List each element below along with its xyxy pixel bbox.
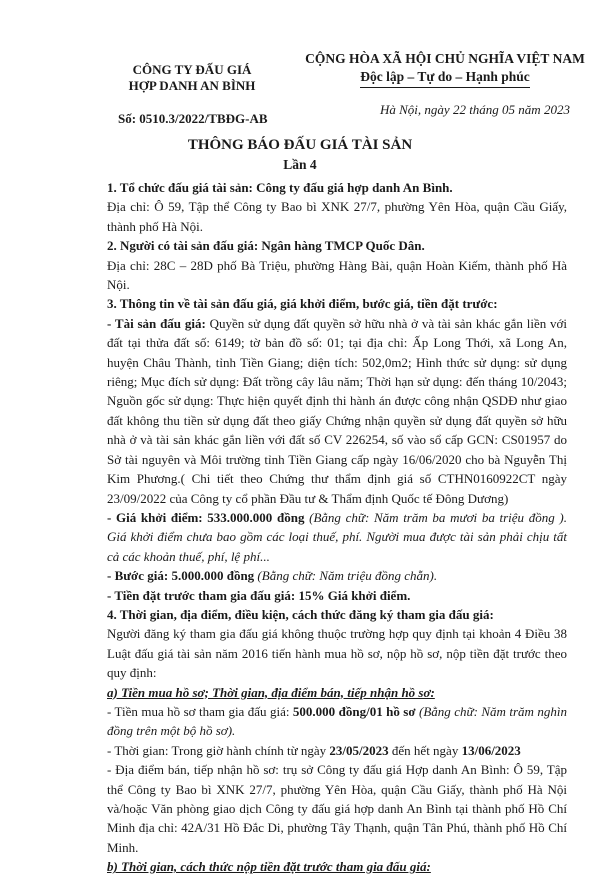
document-body [107, 178, 567, 877]
section-1-address: Địa chỉ: Ô 59, Tập thể Công ty Bao bì XNK 27/7, phường Yên Hòa, quận Cầu Giấy, thành phố Hà Nội. [107, 199, 567, 234]
section-1-heading: 1. Tổ chức đấu giá tài sản: Công ty đấu giá hợp danh An Bình. [107, 180, 453, 195]
sale-time-mid: đến hết ngày [388, 742, 462, 758]
subsection-b-heading: b) Thời gian, cách thức nộp tiền đặt trước tham gia đấu giá: [107, 859, 431, 875]
asset-paragraph [107, 314, 567, 508]
sale-place-paragraph: - Địa điểm bán, tiếp nhận hồ sơ: trụ sở Công ty đấu giá Hợp danh An Bình: Ô 59, Tập thể Công ty Bao bì XNK 27/7, phường Yên Hòa, quận Cầu Giấy, thành phố Hà Nội và/hoặc Văn phòng giao dịch Công ty đấu giá hợp danh An Bình tại thành phố Hồ Chí Minh địa chỉ: 42A/31 Hồ Đắc Di, phường Tây Thạnh, quận Tân Phú, thành phố Hồ Chí Minh. [107, 762, 567, 855]
deposit-line: - Tiền đặt trước tham gia đấu giá: 15% Giá khởi điểm. [107, 587, 411, 603]
org-name-line2: HỢP DANH AN BÌNH [128, 78, 256, 93]
section-3-heading: 3. Thông tin về tài sản đấu giá, giá khởi điểm, bước giá, tiền đặt trước: [107, 296, 498, 312]
starting-price: - Giá khởi điểm: 533.000.000 đồng [107, 509, 305, 525]
org-name-line1: CÔNG TY ĐẤU GIÁ [132, 62, 252, 77]
nation-name: CỘNG HÒA XÃ HỘI CHỦ NGHĨA VIỆT NAM [305, 51, 585, 66]
document-date: Hà Nội, ngày 22 tháng 05 năm 2023 [380, 102, 570, 117]
starting-price-note: (Bằng chữ: Năm trăm ba mươi ba triệu đồng ). Giá khởi điểm chưa bao gồm các loại thuế, phí. Người mua được tài sản phải chịu tất cả các khoản thuế, phí, lệ phí... [107, 509, 567, 564]
bid-step: - Bước giá: 5.000.000 đồng [107, 568, 255, 584]
section-4-heading: 4. Thời gian, địa điểm, điều kiện, cách thức đăng ký tham gia đấu giá: [107, 606, 494, 622]
sale-time-to: 13/06/2023 [461, 742, 521, 758]
dossier-fee-prefix: - Tiền mua hồ sơ tham gia đấu giá: [107, 703, 293, 719]
starting-price-paragraph [107, 508, 567, 566]
bid-step-paragraph [107, 566, 567, 585]
document-title: THÔNG BÁO ĐẤU GIÁ TÀI SẢN [187, 137, 413, 153]
sale-time-paragraph [107, 741, 567, 760]
subsection-a-heading: a) Tiền mua hồ sơ; Thời gian, địa điểm bán, tiếp nhận hồ sơ: [107, 684, 435, 700]
asset-label: - Tài sản đấu giá: [107, 315, 206, 331]
dossier-fee-paragraph [107, 702, 567, 741]
bid-step-note: (Bằng chữ: Năm triệu đồng chẵn). [254, 568, 438, 584]
organization-header [112, 62, 272, 94]
national-motto: Độc lập – Tự do – Hạnh phúc [360, 68, 530, 88]
section-4-intro: Người đăng ký tham gia đấu giá không thuộc trường hợp quy định tại khoản 4 Điều 38 Luật đấu giá tài sản năm 2016 tiến hành mua hồ sơ, nộp hồ sơ, nộp tiền đặt trước theo quy định: [107, 626, 567, 681]
dossier-fee-note: (Bằng chữ: Năm trăm nghìn đồng trên một bộ hồ sơ). [107, 703, 567, 739]
asset-description: Quyền sử dụng đất quyền sở hữu nhà ở và tài sản khác gắn liền với đất tại thửa đất số: 6149; tờ bản đồ số: 01; tại địa chỉ: Ấp Long Thới, xã Long An, huyện Châu Thành, tỉnh Tiền Giang; diện tích: 502,0m2; Hình thức sử dụng: sử dụng riêng; Mục đích sử dụng: Đất trồng cây lâu năm; Thời hạn sử dụng: đến tháng 10/2043; Nguồn gốc sử dụng: Thực hiện quyết định thi hành án được công nhận QSDĐ như giao đất không thu tiền sử dụng đất theo giấy Chứng nhận quyền sử dụng đất quyền sở hữu nhà ở và tài sản khác gắn liền với đất số CV 226254, số vào sổ cấp GCN: CS01957 do Sở tài nguyên và Môi trường tỉnh Tiền Giang cấp ngày 16/06/2020 cho bà Nguyễn Thị Kim Phương.( Chi tiết theo Chứng thư thẩm định giá số CTHN0160922CT ngày 23/09/2022 của Công ty cổ phần Đầu tư & Thẩm định Quốc tế Đông Dương) [107, 315, 568, 506]
section-2-address: Địa chỉ: 28C – 28D phố Bà Triệu, phường Hàng Bài, quận Hoàn Kiếm, thành phố Hà Nội. [107, 257, 567, 293]
sale-time-from: 23/05/2023 [329, 742, 389, 758]
section-2-heading: 2. Người có tài sản đấu giá: Ngân hàng TMCP Quốc Dân. [107, 238, 425, 254]
sale-time-prefix: - Thời gian: Trong giờ hành chính từ ngày [107, 742, 330, 758]
dossier-fee-value: 500.000 đồng/01 hồ sơ [292, 703, 416, 719]
document-number: Số: 0510.3/2022/TBĐG-AB [118, 111, 268, 126]
national-header [300, 50, 590, 88]
document-subtitle: Lần 4 [283, 157, 317, 172]
